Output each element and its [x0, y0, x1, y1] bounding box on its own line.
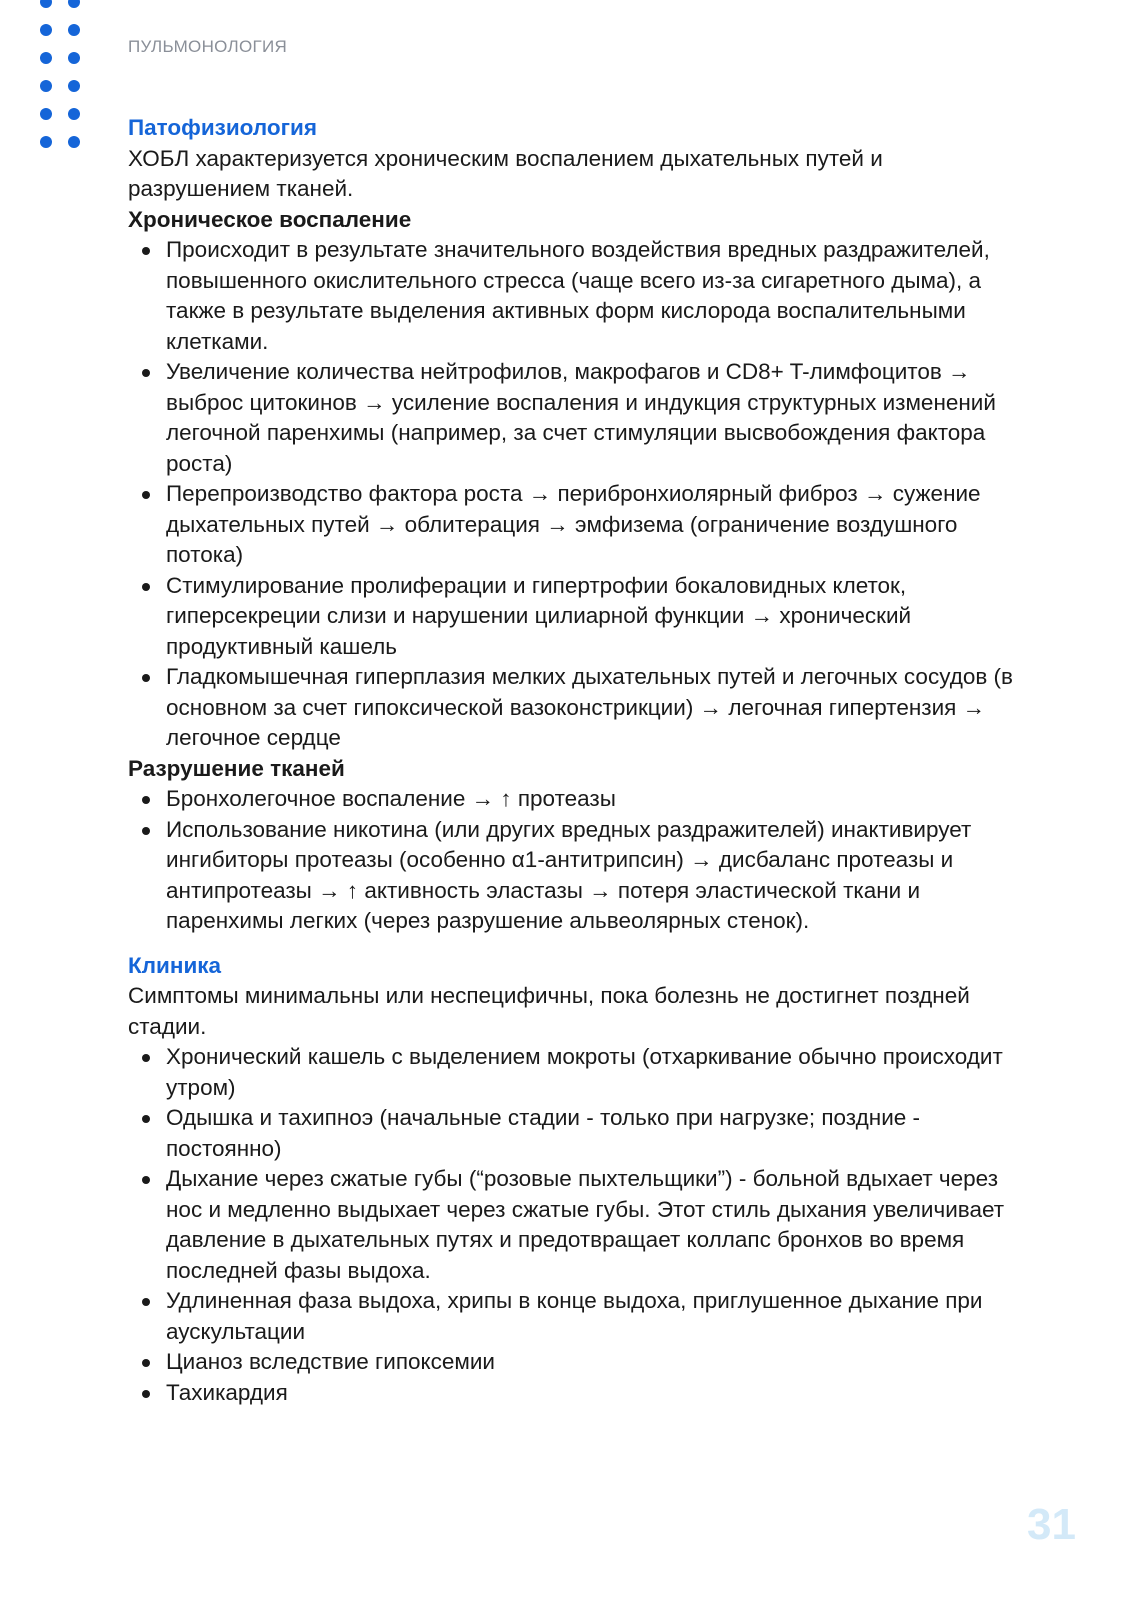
page-content: [128, 113, 1028, 1408]
list-item: Использование никотина (или других вредных раздражителей) инактивирует ингибиторы протеазы (особенно α1-антитрипсин) → дисбаланс протеазы и антипротеазы → ↑ активность эластазы → потеря эластической ткани и паренхимы легких (через разрушение альвеолярных стенок).: [128, 815, 1028, 937]
dot: [68, 0, 80, 8]
dot: [68, 24, 80, 36]
clinic-list: [128, 1042, 1028, 1408]
pathophysiology-heading: Патофизиология: [128, 115, 317, 140]
dot: [40, 0, 52, 8]
list-item: Цианоз вследствие гипоксемии: [128, 1347, 1028, 1378]
dot: [68, 52, 80, 64]
list-item: Бронхолегочное воспаление → ↑ протеазы: [128, 784, 1028, 815]
section-label: ПУЛЬМОНОЛОГИЯ: [128, 37, 288, 56]
tissue-destruction-heading: Разрушение тканей: [128, 755, 345, 781]
list-item: Стимулирование пролиферации и гипертрофии бокаловидных клеток, гиперсекреции слизи и нарушении цилиарной функции → хронический продуктивный кашель: [128, 571, 1028, 663]
dot: [68, 108, 80, 120]
dot: [68, 136, 80, 148]
list-item: Удлиненная фаза выдоха, хрипы в конце выдоха, приглушенное дыхание при аускультации: [128, 1286, 1028, 1347]
list-item: Дыхание через сжатые губы (“розовые пыхтельщики”) - больной вдыхает через нос и медленно выдыхает через сжатые губы. Этот стиль дыхания увеличивает давление в дыхательных путях и предотвращает коллапс бронхов во время последней фазы выдоха.: [128, 1164, 1028, 1286]
list-item: Гладкомышечная гиперплазия мелких дыхательных путей и легочных сосудов (в основном за счет гипоксической вазоконстрикции) → легочная гипертензия → легочное сердце: [128, 662, 1028, 754]
list-item: Происходит в результате значительного воздействия вредных раздражителей, повышенного окислительного стресса (чаще всего из-за сигаретного дыма), а также в результате выделения активных форм кислорода воспалительными клетками.: [128, 235, 1028, 357]
dot: [68, 80, 80, 92]
list-item: Хронический кашель с выделением мокроты (отхаркивание обычно происходит утром): [128, 1042, 1028, 1103]
clinic-intro: Симптомы минимальны или неспецифичны, пока болезнь не достигнет поздней стадии.: [128, 983, 970, 1039]
dot: [40, 136, 52, 148]
page-number: 31: [1027, 1500, 1076, 1549]
list-item: Увеличение количества нейтрофилов, макрофагов и CD8+ T-лимфоцитов → выброс цитокинов → усиление воспаления и индукция структурных изменений легочной паренхимы (например, за счет стимуляции высвобождения фактора роста): [128, 357, 1028, 479]
list-item: Тахикардия: [128, 1378, 1028, 1409]
dot: [40, 24, 52, 36]
pathophysiology-intro: ХОБЛ характеризуется хроническим воспалением дыхательных путей и разрушением тканей.: [128, 145, 883, 201]
dot: [40, 80, 52, 92]
dot-grid-icon: [40, 0, 90, 150]
list-item: Одышка и тахипноэ (начальные стадии - только при нагрузке; поздние - постоянно): [128, 1103, 1028, 1164]
dot: [40, 52, 52, 64]
clinic-heading: Клиника: [128, 952, 222, 978]
tissue-destruction-list: [128, 784, 1028, 937]
list-item: Перепроизводство фактора роста → перибронхиолярный фиброз → сужение дыхательных путей → облитерация → эмфизема (ограничение воздушного потока): [128, 479, 1028, 571]
chronic-inflammation-heading: Хроническое воспаление: [128, 206, 412, 232]
dot: [40, 108, 52, 120]
chronic-inflammation-list: [128, 235, 1028, 754]
